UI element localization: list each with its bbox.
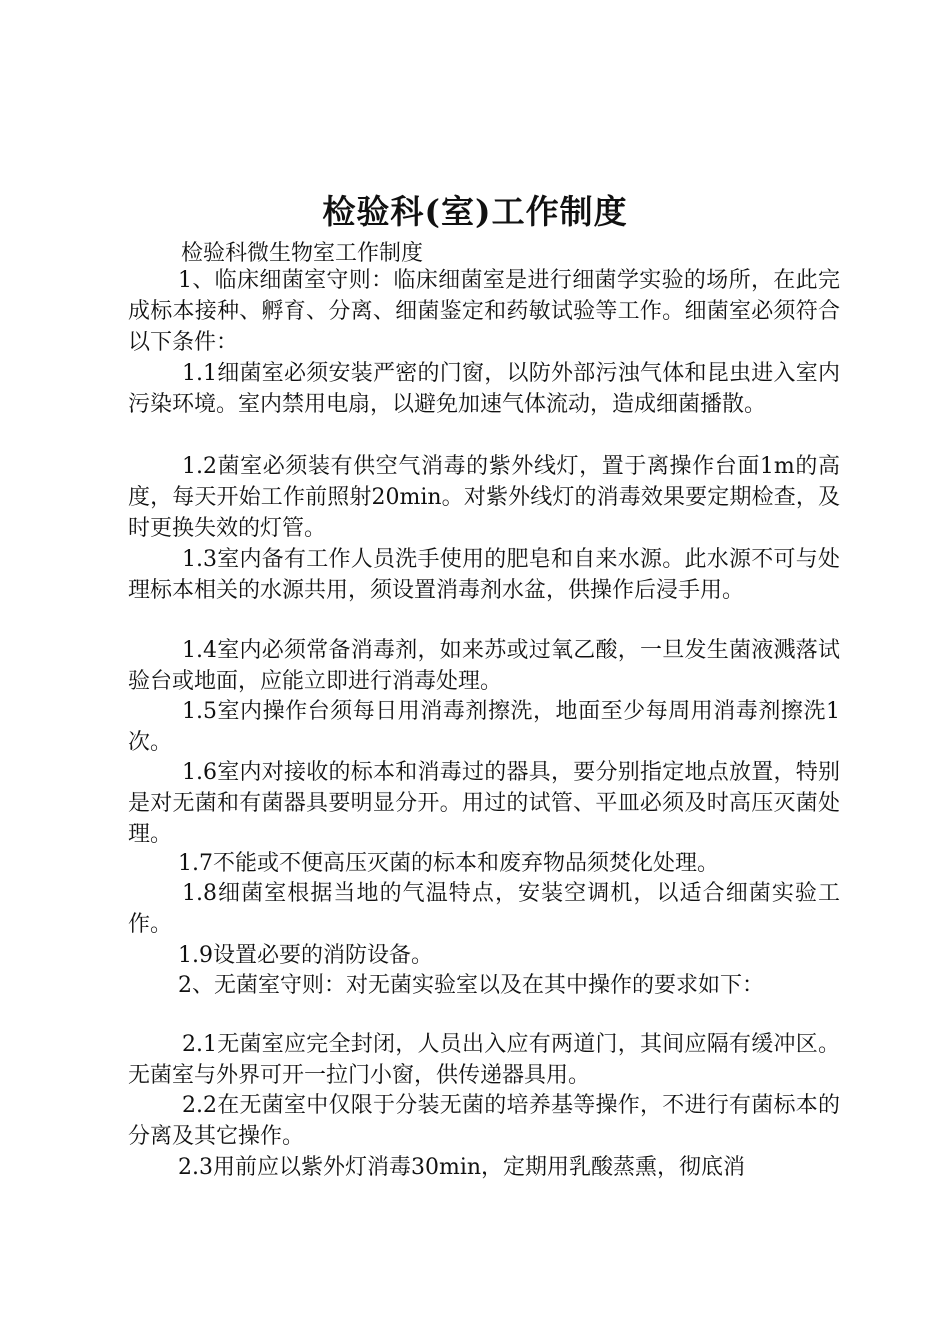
paragraph: 2、无菌室守则：对无菌实验室以及在其中操作的要求如下：	[178, 973, 764, 998]
paragraph: 1.3室内备有工作人员洗手使用的肥皂和自来水源。此水源不可与处理标本相关的水源共用，须设置消毒剂水盆，供操作后浸手用。	[128, 547, 840, 603]
paragraph: 2.1无菌室应完全封闭，人员出入应有两道门，其间应隔有缓冲区。无菌室与外界可开一拉门小窗，供传递器具用。	[128, 1032, 840, 1088]
paragraph: 1.5室内操作台须每日用消毒剂擦洗，地面至少每周用消毒剂擦洗1次。	[128, 699, 840, 755]
paragraph: 1.7不能或不便高压灭菌的标本和废弃物品须焚化处理。	[178, 851, 719, 876]
paragraph: 1.9设置必要的消防设备。	[178, 943, 433, 968]
paragraph: 1.6室内对接收的标本和消毒过的器具，要分别指定地点放置，特别是对无菌和有菌器具要明显分开。用过的试管、平皿必须及时高压灭菌处理。	[128, 760, 840, 847]
paragraph: 2.3用前应以紫外灯消毒30min，定期用乳酸蒸熏，彻底消	[178, 1155, 746, 1180]
paragraph: 1.4室内必须常备消毒剂，如来苏或过氧乙酸，一旦发生菌液溅落试验台或地面，应能立即进行消毒处理。	[128, 638, 840, 694]
paragraph: 1.2菌室必须装有供空气消毒的紫外线灯，置于离操作台面1m的高度，每天开始工作前照射20min。对紫外线灯的消毒效果要定期检查，及时更换失效的灯管。	[128, 454, 840, 541]
paragraph: 1.1细菌室必须安装严密的门窗，以防外部污浊气体和昆虫进入室内污染环境。室内禁用电扇，以避免加速气体流动，造成细菌播散。	[128, 361, 840, 417]
document-title: 检验科(室)工作制度	[322, 192, 628, 231]
paragraph: 2.2在无菌室中仅限于分装无菌的培养基等操作，不进行有菌标本的分离及其它操作。	[128, 1093, 840, 1149]
section-subtitle: 检验科微生物室工作制度	[181, 241, 424, 266]
paragraph: 1.8细菌室根据当地的气温特点，安装空调机，以适合细菌实验工作。	[128, 881, 840, 937]
paragraph: 1、临床细菌室守则：临床细菌室是进行细菌学实验的场所，在此完成标本接种、孵育、分离、细菌鉴定和药敏试验等工作。细菌室必须符合以下条件：	[128, 268, 840, 355]
